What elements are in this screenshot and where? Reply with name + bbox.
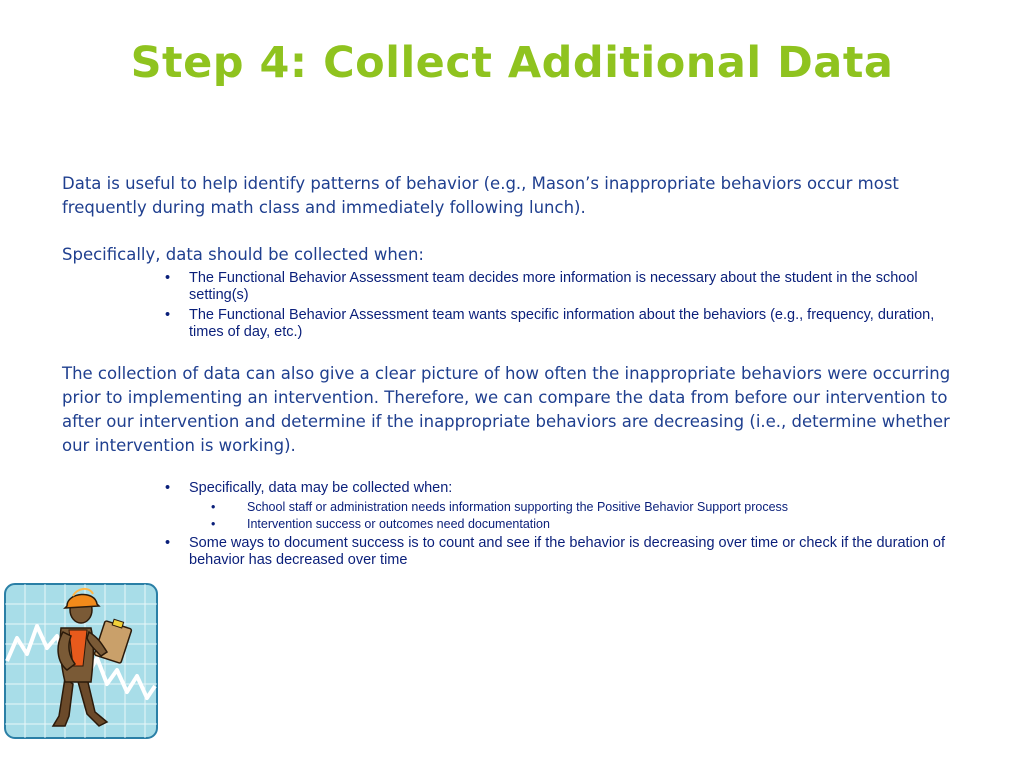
- intro-paragraph: Data is useful to help identify patterns of behavior (e.g., Mason’s inappropriate behaviors occur most frequently during math class and immediately following lunch).: [62, 174, 899, 217]
- bullet-icon: •: [165, 480, 171, 496]
- sub-list-item: [211, 499, 965, 516]
- sub-list: [211, 499, 965, 533]
- bullet-icon: •: [211, 517, 216, 531]
- sub-list-item: [211, 516, 965, 533]
- collection-criteria-list: [165, 270, 965, 344]
- bullet-icon: •: [211, 500, 216, 514]
- specifically-heading: Specifically, data should be collected when:: [62, 245, 424, 264]
- collection-paragraph: The collection of data can also give a clear picture of how often the inappropriate behaviors were occurring prior to implementing an intervention. Therefore, we can compare the data from before our intervention to after our intervention and determine if the inappropriate behaviors are decreasing (i.e., determine whether our intervention is working).: [62, 364, 951, 455]
- worker-with-clipboard-chart-icon: [3, 566, 159, 740]
- list-item-text: The Functional Behavior Assessment team wants specific information about the behaviors (e.g., frequency, duration, times of day, etc.): [189, 307, 935, 340]
- list-item: [165, 270, 965, 304]
- bullet-icon: •: [165, 307, 171, 323]
- slide-title: Step 4: Collect Additional Data: [130, 38, 894, 88]
- sub-list-item-text: School staff or administration needs information supporting the Positive Behavior Support process: [247, 500, 789, 514]
- list-item-text: Specifically, data may be collected when:: [189, 480, 453, 496]
- list-item: [165, 480, 965, 533]
- data-collection-list: [165, 480, 965, 571]
- bullet-icon: •: [165, 535, 171, 551]
- sub-list-item-text: Intervention success or outcomes need documentation: [247, 517, 550, 531]
- list-item-text: Some ways to document success is to count and see if the behavior is decreasing over time or check if the duration of behavior has decreased over time: [189, 535, 946, 568]
- list-item-text: The Functional Behavior Assessment team decides more information is necessary about the student in the school setting(s): [189, 270, 918, 303]
- list-item: [165, 535, 965, 569]
- list-item: [165, 307, 965, 341]
- bullet-icon: •: [165, 270, 171, 286]
